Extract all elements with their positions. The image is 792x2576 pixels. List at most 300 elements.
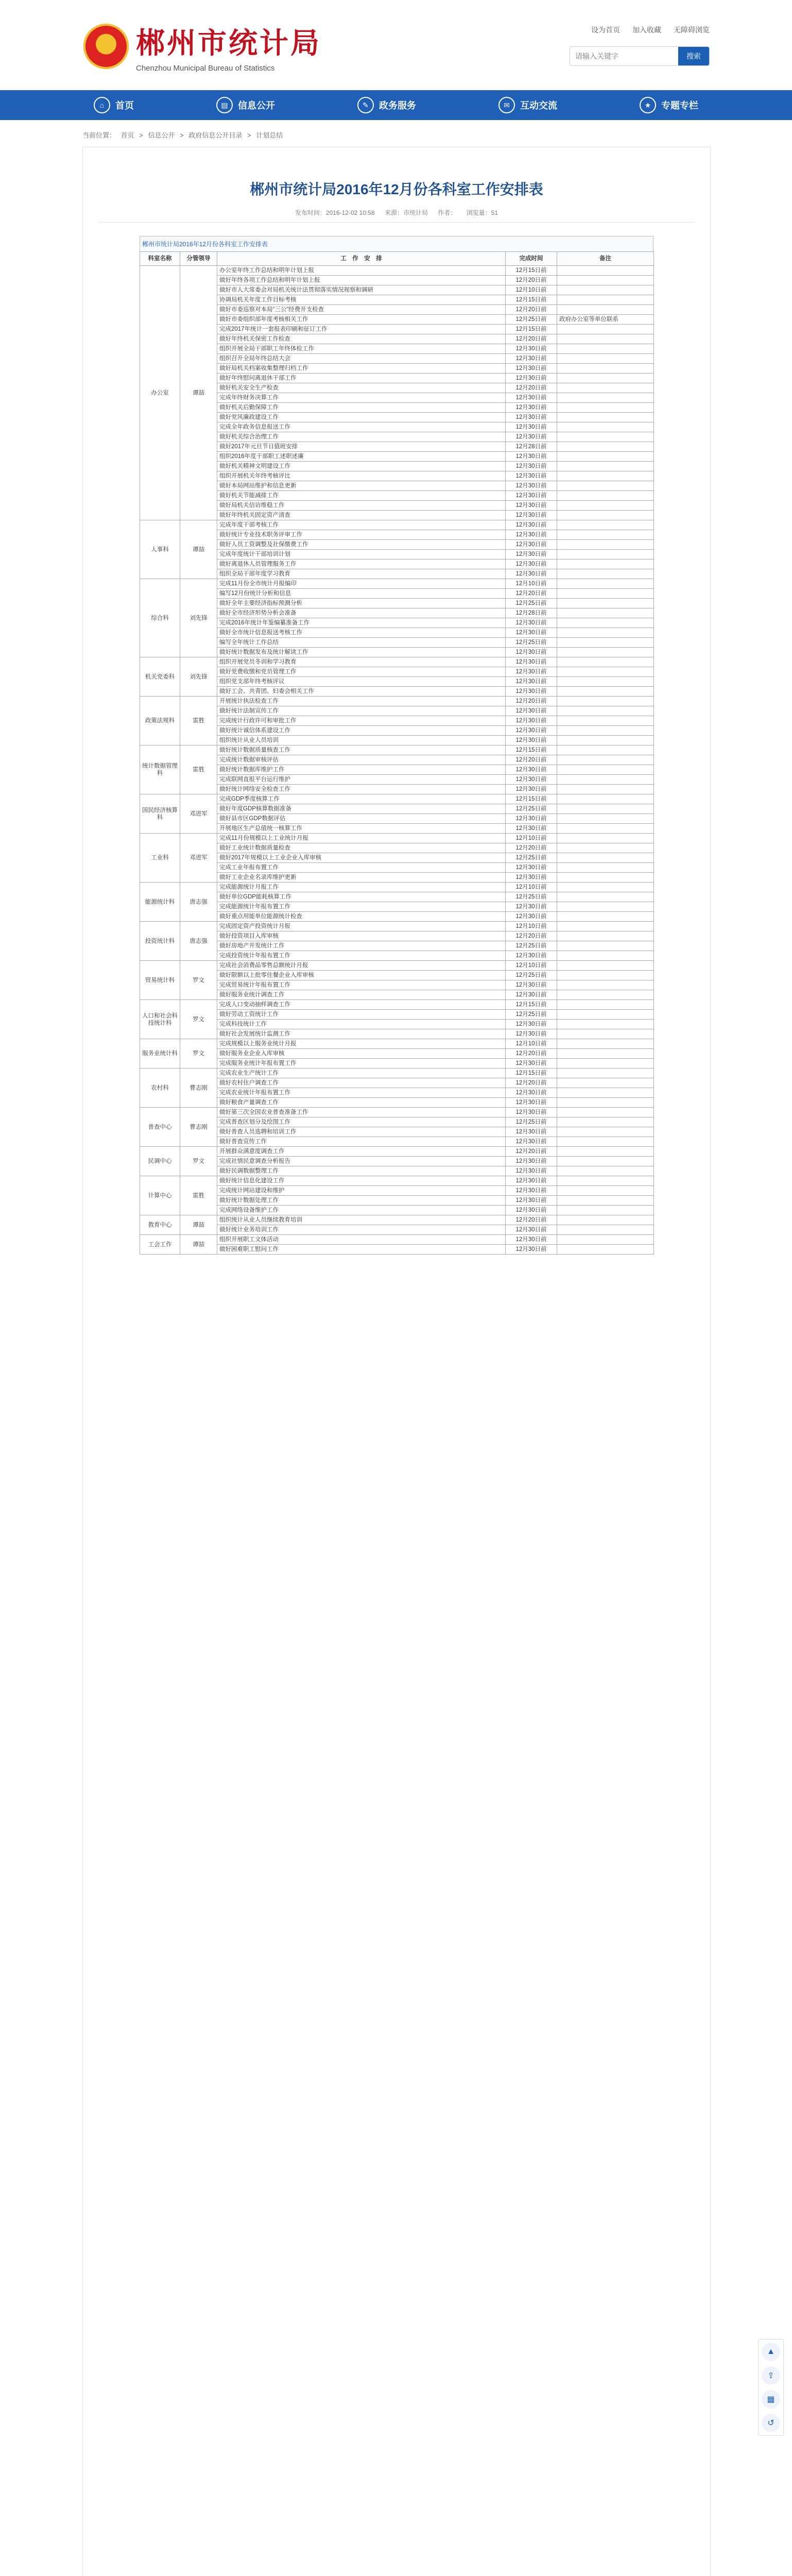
table-row [140,1000,654,1010]
cell-note [557,990,654,1000]
cell-task: 组织统计从业人员继续教育培训 [217,1215,506,1225]
cell-task: 完成11月份全市统计月报编印 [217,579,506,589]
table-row [140,491,654,501]
cell-task: 做好统计网络安全检查工作 [217,785,506,794]
cell-task: 完成社会消费品零售总额统计月报 [217,961,506,971]
breadcrumb-current[interactable]: 计划总结 [256,131,283,139]
table-row [140,892,654,902]
cell-task: 开展群众满意度调查工作 [217,1147,506,1157]
table-row [140,990,654,1000]
cell-task: 做好机关综合治理工作 [217,432,506,442]
cell-note [557,726,654,736]
cell-dept: 教育中心 [140,1215,180,1235]
cell-deadline: 12月30日前 [506,1088,557,1098]
table-row [140,1186,654,1196]
cell-deadline: 12月30日前 [506,432,557,442]
table-row [140,628,654,638]
table-row [140,608,654,618]
cell-note [557,755,654,765]
cell-task: 做好离退休人员管理服务工作 [217,560,506,569]
cell-task: 完成统计网站建设和维护 [217,1186,506,1196]
table-row [140,814,654,824]
cell-task: 开展统计执法检查工作 [217,697,506,706]
table-row [140,374,654,383]
cell-note [557,608,654,618]
table-row [140,364,654,374]
cell-task: 做好全市统计信息报送考核工作 [217,628,506,638]
cell-deadline: 12月30日前 [506,569,557,579]
table-row [140,1196,654,1206]
search-button[interactable]: 搜索 [678,47,709,65]
table-row [140,462,654,471]
cell-deadline: 12月20日前 [506,276,557,285]
cell-note [557,736,654,745]
cell-note [557,765,654,775]
cell-deadline: 12月30日前 [506,491,557,501]
cell-note [557,1029,654,1039]
cell-task: 做好市委巡察对本局“三公”经费开支检查 [217,305,506,315]
publish-time: 发布时间：2016-12-02 10:58 [295,209,375,216]
cell-task: 完成农业统计年报布置工作 [217,1088,506,1098]
table-row [140,1147,654,1157]
cell-deadline: 12月30日前 [506,618,557,628]
table-row [140,912,654,922]
author: 作者： [438,209,457,216]
nav-label: 专题专栏 [661,100,698,111]
table-row [140,883,654,892]
cell-task: 办公室年终工作总结和明年计划上报 [217,266,506,276]
table-row [140,354,654,364]
cell-task: 做好全年主要经济指标预测分析 [217,599,506,608]
cell-dept: 计算中心 [140,1176,180,1215]
cell-dept: 农村科 [140,1069,180,1108]
cell-deadline: 12月30日前 [506,814,557,824]
table-row [140,971,654,980]
cell-task: 做好服务业统计调查工作 [217,990,506,1000]
cell-note [557,1069,654,1078]
cell-deadline: 12月25日前 [506,315,557,325]
cell-note [557,922,654,931]
nav-gov-service[interactable] [346,90,427,120]
cell-deadline: 12月30日前 [506,1059,557,1069]
cell-deadline: 12月30日前 [506,765,557,775]
cell-task: 做好工会、共青团、妇委会相关工作 [217,687,506,697]
table-row [140,569,654,579]
table-row [140,266,654,276]
cell-deadline: 12月30日前 [506,1108,557,1117]
cell-deadline: 12月25日前 [506,892,557,902]
table-row [140,1117,654,1127]
cell-task: 做好市人大常委会对局机关统计法贯彻落实情况视察和调研 [217,285,506,295]
cell-task: 组织党支部年终考核评议 [217,677,506,687]
cell-deadline: 12月25日前 [506,853,557,863]
cell-task: 做好统计专业技术职务评审工作 [217,530,506,540]
cell-dept: 人口和社会科技统计科 [140,1000,180,1039]
cell-deadline: 12月30日前 [506,1245,557,1255]
cell-dept: 统计数据管理科 [140,745,180,794]
cell-note [557,892,654,902]
cell-note [557,804,654,814]
cell-task: 组织统计从业人员培训 [217,736,506,745]
accessibility-link[interactable]: 无障碍浏览 [674,26,710,34]
cell-deadline: 12月30日前 [506,912,557,922]
cell-task: 完成网络设备维护工作 [217,1206,506,1215]
cell-task: 做好社会发展统计监测工作 [217,1029,506,1039]
table-row [140,648,654,657]
service-icon: ✎ [357,97,374,113]
cell-deadline: 12月30日前 [506,560,557,569]
cell-note [557,432,654,442]
cell-note [557,491,654,501]
qr-icon[interactable]: ▦ [762,2390,780,2409]
cell-task: 完成GDP季度核算工作 [217,794,506,804]
add-favorite-link[interactable]: 加入收藏 [632,26,661,34]
cell-deadline: 12月30日前 [506,1029,557,1039]
cell-note [557,912,654,922]
cell-task: 做好机关精神文明建设工作 [217,462,506,471]
table-row [140,1088,654,1098]
cell-deadline: 12月15日前 [506,1069,557,1078]
cell-deadline: 12月10日前 [506,922,557,931]
cell-deadline: 12月15日前 [506,295,557,305]
cell-deadline: 12月25日前 [506,804,557,814]
cell-note [557,422,654,432]
cell-deadline: 12月25日前 [506,941,557,951]
table-row [140,853,654,863]
table-row [140,922,654,931]
cell-note [557,628,654,638]
cell-note [557,266,654,276]
table-row [140,589,654,599]
table-row [140,834,654,843]
article-meta [83,208,710,217]
cell-task: 做好普查宣传工作 [217,1137,506,1147]
cell-deadline: 12月30日前 [506,1166,557,1176]
breadcrumb [82,130,286,140]
cell-task: 做好本局网站维护和信息更新 [217,481,506,491]
cell-leader: 罗文 [180,1039,217,1069]
breadcrumb-sep: > [180,131,184,139]
cell-dept: 工业科 [140,834,180,883]
table-row [140,413,654,422]
table-row [140,305,654,315]
table-row [140,403,654,413]
table-row [140,452,654,462]
table-row [140,276,654,285]
search-input[interactable] [570,47,678,65]
table-row [140,657,654,667]
cell-note [557,1147,654,1157]
source: 来源：市统计局 [385,209,428,216]
cell-deadline: 12月15日前 [506,1000,557,1010]
cell-task: 组织开展职工文体活动 [217,1235,506,1245]
cell-task: 做好党费收缴和党员管理工作 [217,667,506,677]
set-home-link[interactable]: 设为首页 [591,26,620,34]
table-row [140,315,654,325]
cell-deadline: 12月30日前 [506,393,557,403]
breadcrumb-sep: > [139,131,143,139]
cell-note [557,618,654,628]
table-row [140,530,654,540]
table-row [140,1137,654,1147]
cell-dept: 服务业统计科 [140,1039,180,1069]
work-schedule-table [140,251,654,1255]
cell-task: 完成贸易统计年报布置工作 [217,980,506,990]
site-logo[interactable] [83,21,321,72]
breadcrumb-home[interactable]: 首页 [120,131,134,139]
cell-task: 组织开展机关年终考核评比 [217,471,506,481]
cell-note [557,961,654,971]
table-row [140,325,654,334]
cell-note [557,941,654,951]
table-row [140,1059,654,1069]
table-caption: 郴州市统计局2016年12月份各科室工作安排表 [140,236,653,251]
cell-deadline: 12月30日前 [506,648,557,657]
table-row [140,560,654,569]
cell-task: 做好重点用能单位能源统计检查 [217,912,506,922]
cell-note [557,951,654,961]
table-row [140,501,654,511]
cell-dept: 人事科 [140,520,180,579]
cell-note [557,295,654,305]
topic-icon: ★ [640,97,656,113]
cell-task: 做好第三次全国农业普查准备工作 [217,1108,506,1117]
cell-task: 做好统计数据处理工作 [217,1196,506,1206]
table-row [140,1039,654,1049]
cell-note [557,599,654,608]
cell-task: 做好单位GDP能耗核算工作 [217,892,506,902]
cell-note: 政府办公室等单位联系 [557,315,654,325]
cell-leader: 雷胜 [180,697,217,745]
breadcrumb-prefix: 当前位置： [82,131,116,139]
cell-note [557,550,654,560]
cell-note [557,824,654,834]
cell-task: 完成统计数据审核评估 [217,755,506,765]
cell-deadline: 12月30日前 [506,344,557,354]
back-icon[interactable]: ↺ [762,2414,780,2432]
cell-note [557,364,654,374]
cell-leader: 雷胜 [180,1176,217,1215]
cell-task: 完成能源统计月报工作 [217,883,506,892]
cell-task: 完成社情民意调查分析报告 [217,1157,506,1166]
share-icon[interactable]: ⇪ [762,2366,780,2385]
cell-dept: 投资统计科 [140,922,180,961]
cell-task: 组织开展党员冬训和学习教育 [217,657,506,667]
cell-deadline: 12月30日前 [506,1020,557,1029]
cell-deadline: 12月25日前 [506,1117,557,1127]
cell-deadline: 12月10日前 [506,285,557,295]
cell-task: 完成年度干部考核工作 [217,520,506,530]
table-row [140,745,654,755]
cell-task: 完成投资统计年报布置工作 [217,951,506,961]
cell-note [557,452,654,462]
table-row [140,442,654,452]
cell-task: 做好统计信息化建设工作 [217,1176,506,1186]
cell-task: 做好农村住户调查工作 [217,1078,506,1088]
cell-note [557,560,654,569]
cell-note [557,1078,654,1088]
table-row [140,520,654,530]
cell-note [557,1127,654,1137]
cell-note [557,863,654,873]
header-note: 备注 [557,252,654,266]
table-row [140,618,654,628]
cell-dept: 能源统计科 [140,883,180,922]
cell-deadline: 12月30日前 [506,980,557,990]
nav-home[interactable] [82,90,145,120]
home-icon: ⌂ [94,97,110,113]
cell-task: 完成年度统计干部培训计划 [217,550,506,560]
cell-deadline: 12月30日前 [506,1225,557,1235]
cell-deadline: 12月30日前 [506,1186,557,1196]
cell-deadline: 12月30日前 [506,736,557,745]
cell-note [557,589,654,599]
cell-note [557,775,654,785]
cell-deadline: 12月30日前 [506,1098,557,1108]
table-row [140,794,654,804]
table-row [140,697,654,706]
header-deadline: 完成时间 [506,252,557,266]
cell-note [557,530,654,540]
main-nav [0,90,792,120]
cell-leader: 罗文 [180,1000,217,1039]
cell-deadline: 12月30日前 [506,1157,557,1166]
nav-topics[interactable] [628,90,710,120]
cell-deadline: 12月30日前 [506,413,557,422]
table-row [140,550,654,560]
cell-deadline: 12月20日前 [506,1078,557,1088]
cell-task: 做好年终各项工作总结和明年计划上报 [217,276,506,285]
cell-note [557,579,654,589]
cell-note [557,931,654,941]
site-title-en: Chenzhou Municipal Bureau of Statistics [136,63,275,73]
cell-note [557,1215,654,1225]
cell-note [557,853,654,863]
table-row [140,765,654,775]
cell-note [557,902,654,912]
cell-task: 做好机关节能减排工作 [217,491,506,501]
cell-task: 协调局机关年度工作目标考核 [217,295,506,305]
cell-task: 完成人口变动抽样调查工作 [217,1000,506,1010]
search-box [570,46,710,66]
table-row [140,432,654,442]
cell-task: 完成全年政务信息报送工作 [217,422,506,432]
cell-deadline: 12月30日前 [506,873,557,883]
cell-task: 完成能源统计年报布置工作 [217,902,506,912]
table-row [140,422,654,432]
cell-task: 做好县市区GDP数据评估 [217,814,506,824]
cell-note [557,1137,654,1147]
cell-note [557,1000,654,1010]
cell-deadline: 12月10日前 [506,961,557,971]
cell-deadline: 12月30日前 [506,374,557,383]
cell-deadline: 12月30日前 [506,677,557,687]
cell-deadline: 12月20日前 [506,334,557,344]
cell-task: 完成年终财务决算工作 [217,393,506,403]
cell-task: 做好统计数据质量核查工作 [217,745,506,755]
cell-leader: 邓进军 [180,834,217,883]
cell-deadline: 12月10日前 [506,1039,557,1049]
cell-note [557,1166,654,1176]
cell-task: 做好工业统计数据质量检查 [217,843,506,853]
cell-leader: 刘先锋 [180,657,217,697]
cell-task: 做好年终机关保密工作检查 [217,334,506,344]
cell-task: 做好民调数据整理工作 [217,1166,506,1176]
cell-note [557,354,654,364]
cell-deadline: 12月30日前 [506,1127,557,1137]
table-row [140,383,654,393]
cell-deadline: 12月30日前 [506,775,557,785]
cell-task: 组织全局干部年度学习教育 [217,569,506,579]
cell-leader: 罗文 [180,961,217,1000]
table-row [140,961,654,971]
cell-deadline: 12月20日前 [506,843,557,853]
cell-task: 完成服务业统计年报布置工作 [217,1059,506,1069]
top-icon[interactable]: ▲ [762,2343,780,2361]
side-float-bar [758,2339,784,2436]
cell-task: 做好2017年元旦节日值班安排 [217,442,506,452]
cell-deadline: 12月30日前 [506,511,557,520]
cell-leader: 谭喆 [180,1215,217,1235]
table-row [140,706,654,716]
breadcrumb-info-public[interactable]: 信息公开 [148,131,175,139]
cell-task: 做好限额以上批零住餐企业入库审核 [217,971,506,980]
cell-task: 完成普查区划分及绘图工作 [217,1117,506,1127]
cell-note [557,344,654,354]
cell-deadline: 12月25日前 [506,599,557,608]
cell-deadline: 12月30日前 [506,364,557,374]
cell-note [557,657,654,667]
nav-info-public[interactable] [205,90,286,120]
cell-deadline: 12月15日前 [506,794,557,804]
breadcrumb-catalog[interactable]: 政府信息公开目录 [188,131,243,139]
table-row [140,638,654,648]
nav-interaction[interactable] [487,90,569,120]
cell-leader: 唐志强 [180,883,217,922]
table-row [140,1166,654,1176]
cell-task: 做好统计法制宣传工作 [217,706,506,716]
table-header-row [140,252,654,266]
cell-note [557,687,654,697]
cell-task: 完成农业生产统计工作 [217,1069,506,1078]
cell-task: 组织开展全局干部职工年终体检工作 [217,344,506,354]
view-count: 浏览量：51 [466,209,498,216]
table-row [140,804,654,814]
cell-leader: 谭喆 [180,1235,217,1255]
table-row [140,873,654,883]
cell-task: 做好普查人员选聘和培训工作 [217,1127,506,1137]
header-leader: 分管领导 [180,252,217,266]
cell-task: 做好年终机关固定资产清查 [217,511,506,520]
cell-deadline: 12月30日前 [506,403,557,413]
cell-deadline: 12月30日前 [506,687,557,697]
cell-deadline: 12月30日前 [506,824,557,834]
nav-label: 信息公开 [238,100,275,111]
cell-deadline: 12月30日前 [506,540,557,550]
cell-deadline: 12月10日前 [506,579,557,589]
cell-task: 组织2016年度干部职工述职述廉 [217,452,506,462]
cell-note [557,393,654,403]
table-row [140,1157,654,1166]
cell-note [557,785,654,794]
cell-note [557,834,654,843]
cell-deadline: 12月30日前 [506,716,557,726]
cell-deadline: 12月30日前 [506,462,557,471]
cell-deadline: 12月30日前 [506,1176,557,1186]
cell-note [557,794,654,804]
cell-deadline: 12月10日前 [506,883,557,892]
cell-deadline: 12月20日前 [506,931,557,941]
